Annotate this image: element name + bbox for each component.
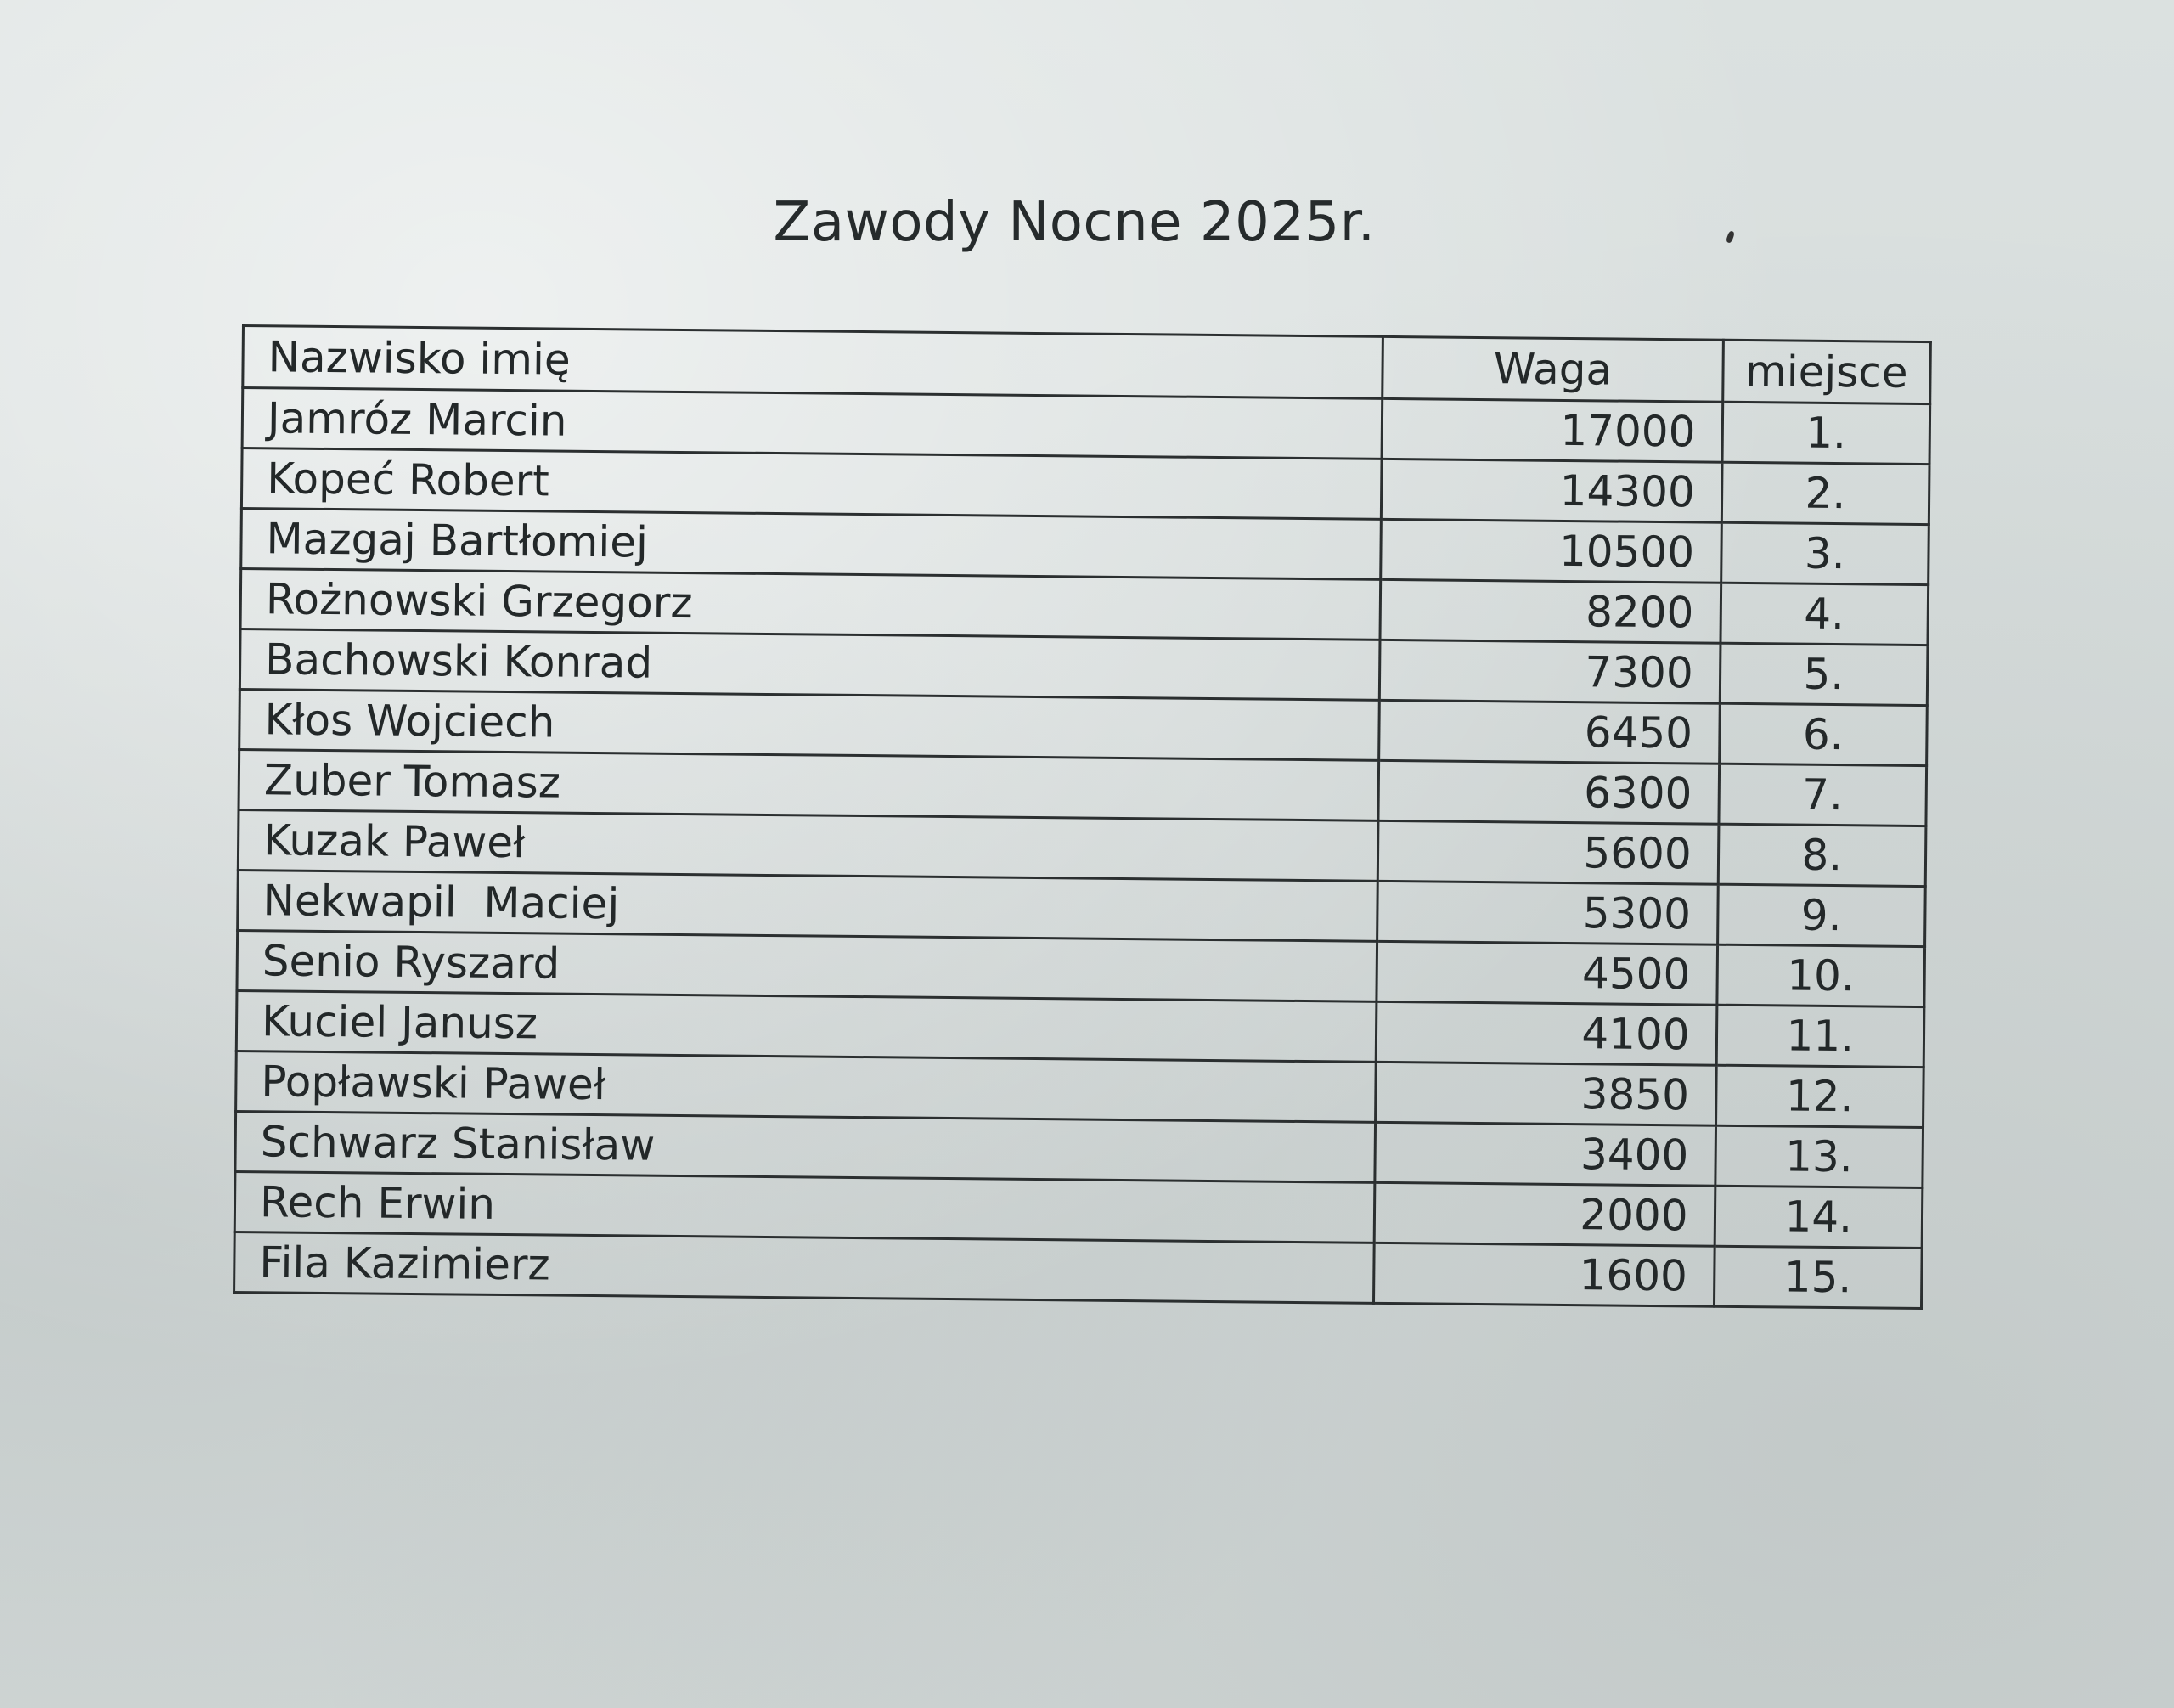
cell-place: 4. bbox=[1721, 583, 1929, 645]
cell-weight: 6450 bbox=[1379, 700, 1720, 764]
header-place: miejsce bbox=[1722, 340, 1930, 403]
cell-weight: 5600 bbox=[1378, 820, 1719, 884]
cell-place: 8. bbox=[1718, 824, 1926, 886]
cell-name: Schwarz Stanisław bbox=[235, 1111, 1376, 1182]
document-title: Zawody Nocne 2025r. bbox=[773, 191, 1376, 254]
cell-name: Jamróz Marcin bbox=[242, 388, 1383, 459]
cell-weight: 3850 bbox=[1376, 1062, 1716, 1125]
cell-place: 7. bbox=[1719, 764, 1927, 826]
cell-place: 12. bbox=[1715, 1065, 1923, 1127]
cell-weight: 4100 bbox=[1377, 1001, 1717, 1065]
cell-place: 9. bbox=[1717, 884, 1925, 946]
cell-name: Popławski Paweł bbox=[236, 1051, 1377, 1122]
cell-name: Nekwapil Maciej bbox=[238, 870, 1378, 941]
cell-name: Kłos Wojciech bbox=[239, 689, 1380, 760]
cell-name: Senio Ryszard bbox=[237, 930, 1377, 1001]
cell-place: 6. bbox=[1719, 703, 1927, 765]
cell-weight: 8200 bbox=[1380, 579, 1721, 643]
cell-weight: 5300 bbox=[1377, 881, 1718, 944]
header-weight: Waga bbox=[1383, 336, 1723, 402]
cell-name: Zuber Tomasz bbox=[239, 749, 1379, 820]
cell-weight: 10500 bbox=[1381, 519, 1721, 583]
cell-place: 11. bbox=[1716, 1005, 1924, 1067]
cell-weight: 6300 bbox=[1378, 760, 1719, 824]
cell-weight: 4500 bbox=[1377, 941, 1717, 1005]
results-table bbox=[233, 324, 1932, 1310]
cell-place: 2. bbox=[1721, 462, 1929, 524]
cell-weight: 17000 bbox=[1382, 398, 1722, 462]
cell-place: 3. bbox=[1721, 522, 1929, 584]
cell-name: Rożnowski Grzegorz bbox=[240, 569, 1381, 640]
cell-weight: 7300 bbox=[1380, 640, 1721, 703]
cell-weight: 1600 bbox=[1374, 1243, 1715, 1306]
cell-place: 15. bbox=[1714, 1246, 1922, 1308]
cell-name: Rech Erwin bbox=[234, 1171, 1375, 1243]
cell-weight: 3400 bbox=[1375, 1122, 1715, 1186]
cell-place: 13. bbox=[1715, 1125, 1923, 1187]
cell-name: Mazgaj Bartłomiej bbox=[241, 509, 1382, 580]
cell-name: Kuzak Paweł bbox=[238, 809, 1378, 881]
cell-place: 5. bbox=[1720, 643, 1928, 705]
cell-name: Kuciel Janusz bbox=[236, 990, 1377, 1062]
cell-weight: 2000 bbox=[1375, 1182, 1715, 1246]
header-name: Nazwisko imię bbox=[243, 326, 1383, 399]
cell-place: 14. bbox=[1715, 1186, 1923, 1248]
cell-place: 1. bbox=[1722, 402, 1930, 464]
cell-place: 10. bbox=[1716, 944, 1924, 1006]
cell-name: Kopeć Robert bbox=[241, 448, 1382, 520]
cell-name: Fila Kazimierz bbox=[234, 1232, 1375, 1303]
cell-weight: 14300 bbox=[1382, 459, 1722, 522]
cell-name: Bachowski Konrad bbox=[239, 629, 1380, 700]
